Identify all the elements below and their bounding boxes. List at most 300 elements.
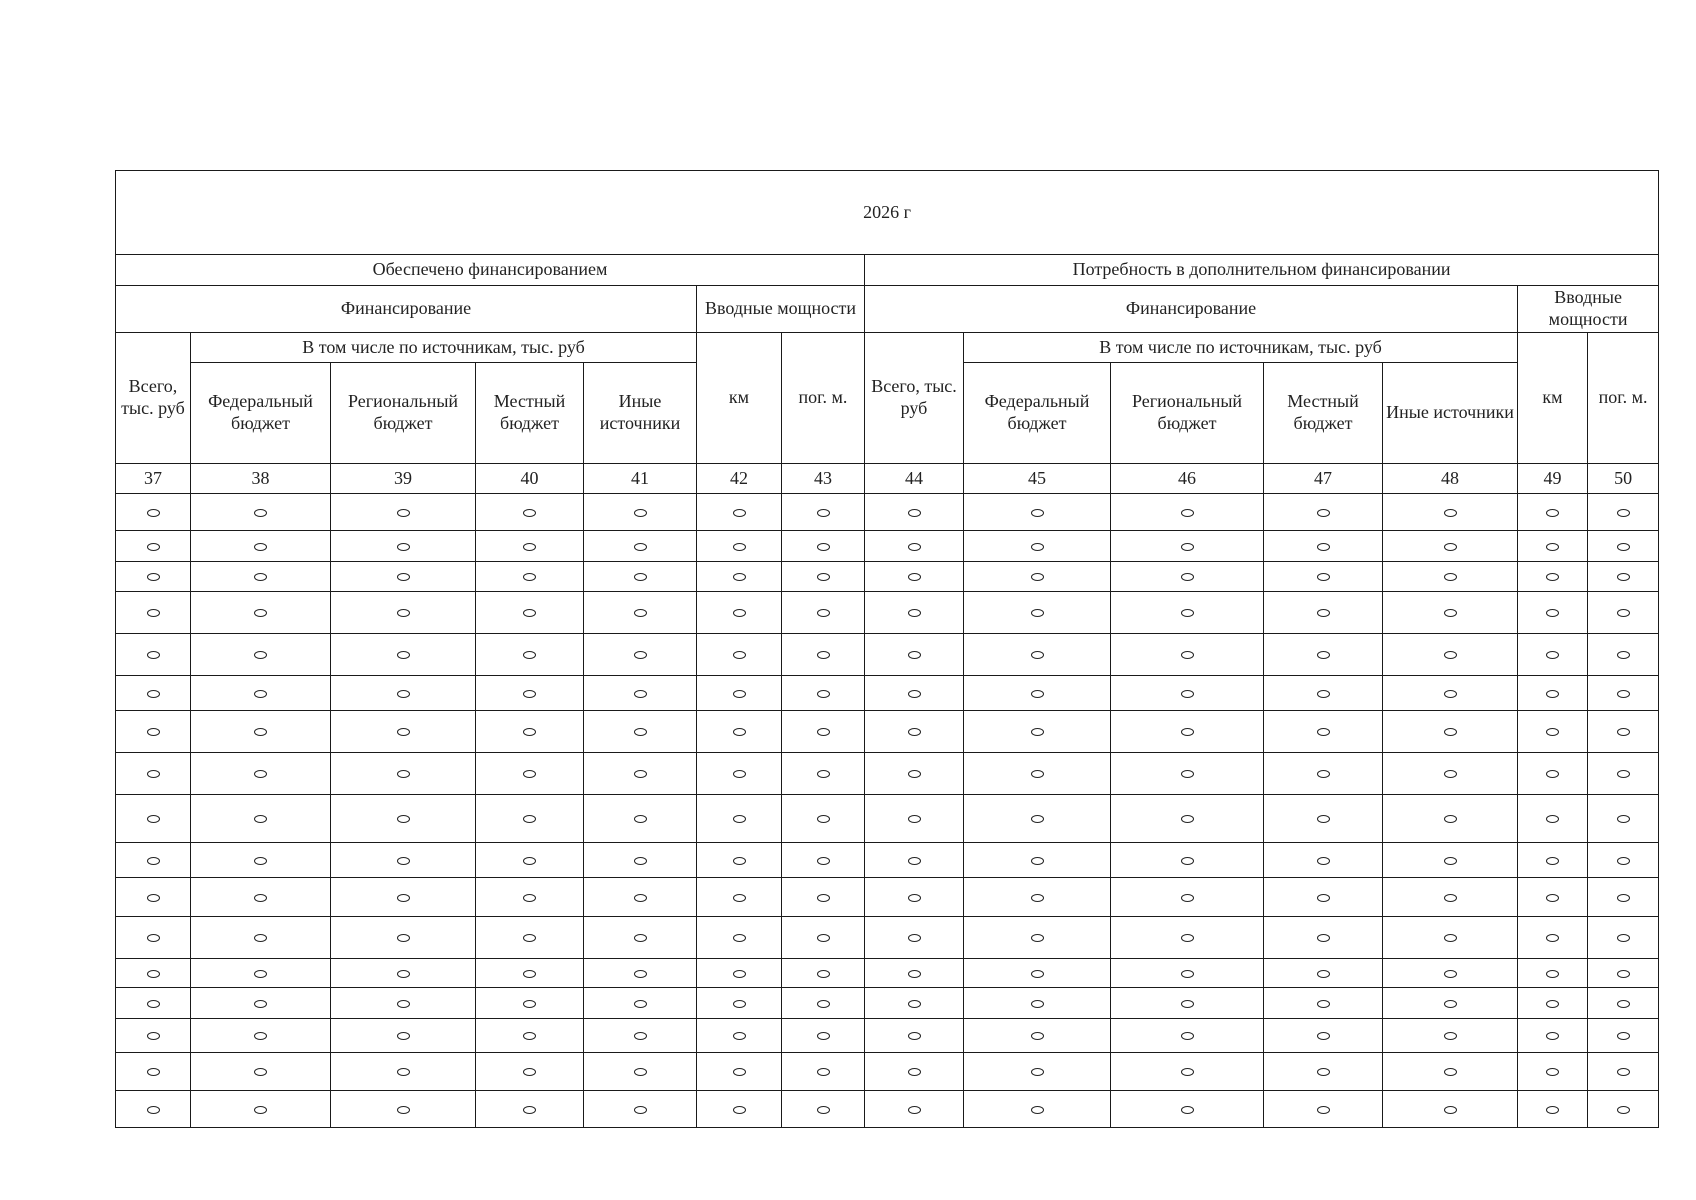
table-cell xyxy=(1264,878,1383,917)
empty-value-mark xyxy=(908,815,921,823)
empty-value-mark xyxy=(1031,970,1044,978)
table-cell xyxy=(191,531,331,562)
table-cell xyxy=(1111,917,1264,959)
empty-value-mark xyxy=(254,609,267,617)
table-cell xyxy=(1264,1091,1383,1128)
table-cell xyxy=(476,878,584,917)
table-cell xyxy=(865,1091,964,1128)
empty-value-mark xyxy=(1181,770,1194,778)
empty-value-mark xyxy=(1317,651,1330,659)
table-cell xyxy=(865,753,964,795)
table-cell xyxy=(1264,1053,1383,1091)
empty-value-mark xyxy=(634,857,647,865)
column-number: 39 xyxy=(331,464,476,494)
empty-value-mark xyxy=(1317,815,1330,823)
table-cell xyxy=(782,634,865,676)
table-cell xyxy=(331,1091,476,1128)
empty-value-mark xyxy=(1617,573,1630,581)
provided-sources-header: В том числе по источникам, тыс. руб xyxy=(191,333,697,363)
table-cell xyxy=(1518,531,1588,562)
table-cell xyxy=(476,531,584,562)
empty-value-mark xyxy=(1444,1000,1457,1008)
empty-value-mark xyxy=(1181,1000,1194,1008)
empty-value-mark xyxy=(397,1032,410,1040)
table-cell xyxy=(191,711,331,753)
column-number: 47 xyxy=(1264,464,1383,494)
table-cell xyxy=(964,959,1111,988)
empty-value-mark xyxy=(254,857,267,865)
empty-value-mark xyxy=(1546,815,1559,823)
table-cell xyxy=(191,494,331,531)
table-cell xyxy=(697,592,782,634)
table-cell xyxy=(1518,795,1588,843)
empty-value-mark xyxy=(1546,1032,1559,1040)
table-cell xyxy=(1588,1019,1659,1053)
empty-value-mark xyxy=(1031,1032,1044,1040)
empty-value-mark xyxy=(1617,1068,1630,1076)
empty-value-mark xyxy=(1444,690,1457,698)
column-number: 44 xyxy=(865,464,964,494)
table-cell xyxy=(1111,676,1264,711)
table-row xyxy=(116,843,1659,878)
empty-value-mark xyxy=(733,1000,746,1008)
empty-value-mark xyxy=(397,651,410,659)
empty-value-mark xyxy=(1546,1106,1559,1114)
table-cell xyxy=(1383,795,1518,843)
table-cell xyxy=(1383,592,1518,634)
empty-value-mark xyxy=(733,543,746,551)
table-cell xyxy=(584,1019,697,1053)
empty-value-mark xyxy=(1181,934,1194,942)
table-cell xyxy=(1518,959,1588,988)
table-cell xyxy=(584,917,697,959)
table-row xyxy=(116,753,1659,795)
table-cell xyxy=(584,1053,697,1091)
empty-value-mark xyxy=(634,651,647,659)
table-cell xyxy=(476,795,584,843)
empty-value-mark xyxy=(1181,509,1194,517)
table-cell xyxy=(1518,711,1588,753)
empty-value-mark xyxy=(397,1000,410,1008)
empty-value-mark xyxy=(634,934,647,942)
column-number: 37 xyxy=(116,464,191,494)
table-cell xyxy=(782,676,865,711)
empty-value-mark xyxy=(733,970,746,978)
table-cell xyxy=(584,562,697,592)
empty-value-mark xyxy=(1617,690,1630,698)
column-number: 46 xyxy=(1111,464,1264,494)
empty-value-mark xyxy=(733,894,746,902)
empty-value-mark xyxy=(1317,509,1330,517)
table-cell xyxy=(1264,494,1383,531)
empty-value-mark xyxy=(817,857,830,865)
table-cell xyxy=(476,634,584,676)
table-row xyxy=(116,1091,1659,1128)
table-cell xyxy=(1383,959,1518,988)
empty-value-mark xyxy=(634,970,647,978)
empty-value-mark xyxy=(1444,815,1457,823)
table-cell xyxy=(1111,592,1264,634)
table-cell xyxy=(116,878,191,917)
table-cell xyxy=(697,562,782,592)
empty-value-mark xyxy=(1031,815,1044,823)
table-cell xyxy=(1588,676,1659,711)
empty-value-mark xyxy=(1317,1106,1330,1114)
empty-value-mark xyxy=(634,509,647,517)
empty-value-mark xyxy=(1546,509,1559,517)
col-header-federal: Федеральный бюджет xyxy=(191,363,331,464)
empty-value-mark xyxy=(1444,543,1457,551)
table-cell xyxy=(1264,676,1383,711)
empty-value-mark xyxy=(1444,609,1457,617)
table-cell xyxy=(331,753,476,795)
empty-value-mark xyxy=(1444,970,1457,978)
empty-value-mark xyxy=(634,1000,647,1008)
table-cell xyxy=(476,843,584,878)
empty-value-mark xyxy=(908,543,921,551)
table-cell xyxy=(782,562,865,592)
table-cell xyxy=(1264,917,1383,959)
table-cell xyxy=(964,988,1111,1019)
empty-value-mark xyxy=(523,609,536,617)
table-cell xyxy=(697,1091,782,1128)
col-header-total: Всего, тыс. руб xyxy=(116,333,191,464)
table-cell xyxy=(1111,843,1264,878)
table-cell xyxy=(697,959,782,988)
table-cell xyxy=(865,1053,964,1091)
empty-value-mark xyxy=(1617,651,1630,659)
table-cell xyxy=(1518,988,1588,1019)
empty-value-mark xyxy=(1031,1000,1044,1008)
table-cell xyxy=(584,592,697,634)
empty-value-mark xyxy=(1444,1068,1457,1076)
empty-value-mark xyxy=(523,1032,536,1040)
empty-value-mark xyxy=(733,1068,746,1076)
empty-value-mark xyxy=(397,728,410,736)
table-cell xyxy=(584,795,697,843)
column-number: 41 xyxy=(584,464,697,494)
empty-value-mark xyxy=(147,543,160,551)
table-cell xyxy=(191,1091,331,1128)
table-cell xyxy=(1264,634,1383,676)
empty-value-mark xyxy=(1317,1032,1330,1040)
table-row xyxy=(116,917,1659,959)
table-cell xyxy=(782,959,865,988)
empty-value-mark xyxy=(397,543,410,551)
table-cell xyxy=(697,753,782,795)
table-cell xyxy=(1383,878,1518,917)
empty-value-mark xyxy=(1444,651,1457,659)
table-cell xyxy=(331,843,476,878)
empty-value-mark xyxy=(1181,728,1194,736)
empty-value-mark xyxy=(397,609,410,617)
empty-value-mark xyxy=(908,609,921,617)
empty-value-mark xyxy=(397,934,410,942)
empty-value-mark xyxy=(1317,770,1330,778)
empty-value-mark xyxy=(523,857,536,865)
empty-value-mark xyxy=(1181,1032,1194,1040)
table-cell xyxy=(782,753,865,795)
empty-value-mark xyxy=(1546,1068,1559,1076)
col-header-regional: Региональный бюджет xyxy=(1111,363,1264,464)
empty-value-mark xyxy=(1444,1032,1457,1040)
empty-value-mark xyxy=(817,970,830,978)
empty-value-mark xyxy=(817,690,830,698)
table-cell xyxy=(1383,494,1518,531)
empty-value-mark xyxy=(733,690,746,698)
table-cell xyxy=(191,959,331,988)
empty-value-mark xyxy=(523,1068,536,1076)
table-cell xyxy=(1264,531,1383,562)
empty-value-mark xyxy=(1617,609,1630,617)
empty-value-mark xyxy=(1617,1000,1630,1008)
table-cell xyxy=(1111,753,1264,795)
empty-value-mark xyxy=(1317,857,1330,865)
empty-value-mark xyxy=(1617,815,1630,823)
empty-value-mark xyxy=(1317,573,1330,581)
empty-value-mark xyxy=(147,690,160,698)
empty-value-mark xyxy=(908,1000,921,1008)
empty-value-mark xyxy=(817,509,830,517)
empty-value-mark xyxy=(147,573,160,581)
empty-value-mark xyxy=(733,770,746,778)
col-header-regional: Региональный бюджет xyxy=(331,363,476,464)
col-header-total: Всего, тыс. руб xyxy=(865,333,964,464)
empty-value-mark xyxy=(254,815,267,823)
empty-value-mark xyxy=(733,509,746,517)
table-cell xyxy=(1518,592,1588,634)
empty-value-mark xyxy=(1317,690,1330,698)
empty-value-mark xyxy=(254,509,267,517)
table-cell xyxy=(1264,843,1383,878)
table-cell xyxy=(476,711,584,753)
table-cell xyxy=(1588,795,1659,843)
empty-value-mark xyxy=(1617,857,1630,865)
empty-value-mark xyxy=(733,1032,746,1040)
table-cell xyxy=(331,878,476,917)
empty-value-mark xyxy=(1317,543,1330,551)
table-cell xyxy=(331,795,476,843)
empty-value-mark xyxy=(1031,1106,1044,1114)
empty-value-mark xyxy=(254,690,267,698)
empty-value-mark xyxy=(397,1068,410,1076)
table-cell xyxy=(964,1019,1111,1053)
empty-value-mark xyxy=(254,1068,267,1076)
column-number: 38 xyxy=(191,464,331,494)
empty-value-mark xyxy=(1546,970,1559,978)
table-row xyxy=(116,531,1659,562)
empty-value-mark xyxy=(817,543,830,551)
empty-value-mark xyxy=(397,690,410,698)
empty-value-mark xyxy=(817,934,830,942)
table-cell xyxy=(782,843,865,878)
empty-value-mark xyxy=(147,728,160,736)
column-number: 40 xyxy=(476,464,584,494)
table-row xyxy=(116,592,1659,634)
empty-value-mark xyxy=(523,573,536,581)
table-cell xyxy=(1383,676,1518,711)
empty-value-mark xyxy=(634,690,647,698)
empty-value-mark xyxy=(1546,651,1559,659)
table-cell xyxy=(1264,562,1383,592)
table-cell xyxy=(782,494,865,531)
table-cell xyxy=(1518,843,1588,878)
need-sources-header: В том числе по источникам, тыс. руб xyxy=(964,333,1518,363)
table-cell xyxy=(191,795,331,843)
table-cell xyxy=(964,634,1111,676)
table-cell xyxy=(865,634,964,676)
empty-value-mark xyxy=(1617,970,1630,978)
table-cell xyxy=(1383,562,1518,592)
table-row xyxy=(116,634,1659,676)
table-cell xyxy=(584,634,697,676)
table-row xyxy=(116,988,1659,1019)
table-cell xyxy=(191,634,331,676)
empty-value-mark xyxy=(1181,690,1194,698)
empty-value-mark xyxy=(1546,934,1559,942)
table-cell xyxy=(476,988,584,1019)
table-cell xyxy=(116,634,191,676)
table-cell xyxy=(116,676,191,711)
table-cell xyxy=(1518,562,1588,592)
empty-value-mark xyxy=(1546,770,1559,778)
table-cell xyxy=(964,1053,1111,1091)
table-cell xyxy=(1264,711,1383,753)
empty-value-mark xyxy=(1617,509,1630,517)
year-title: 2026 г xyxy=(116,171,1659,255)
table-row xyxy=(116,795,1659,843)
empty-value-mark xyxy=(908,690,921,698)
empty-value-mark xyxy=(908,934,921,942)
empty-value-mark xyxy=(523,509,536,517)
table-cell xyxy=(1518,676,1588,711)
empty-value-mark xyxy=(1317,894,1330,902)
table-cell xyxy=(476,1053,584,1091)
table-cell xyxy=(116,1019,191,1053)
table-cell xyxy=(697,795,782,843)
table-cell xyxy=(584,988,697,1019)
empty-value-mark xyxy=(1181,573,1194,581)
col-header-local: Местный бюджет xyxy=(476,363,584,464)
table-cell xyxy=(331,1053,476,1091)
table-cell xyxy=(697,878,782,917)
table-cell xyxy=(116,917,191,959)
table-cell xyxy=(1588,1091,1659,1128)
empty-value-mark xyxy=(634,543,647,551)
empty-value-mark xyxy=(634,1106,647,1114)
column-number: 45 xyxy=(964,464,1111,494)
empty-value-mark xyxy=(1317,1000,1330,1008)
empty-value-mark xyxy=(254,543,267,551)
empty-value-mark xyxy=(908,970,921,978)
table-cell xyxy=(476,1091,584,1128)
empty-value-mark xyxy=(817,770,830,778)
table-cell xyxy=(1111,988,1264,1019)
table-cell xyxy=(782,917,865,959)
table-cell xyxy=(1518,917,1588,959)
empty-value-mark xyxy=(1617,934,1630,942)
empty-value-mark xyxy=(523,894,536,902)
table-cell xyxy=(697,676,782,711)
table-cell xyxy=(1588,1053,1659,1091)
provided-capacity-header: Вводные мощности xyxy=(697,286,865,333)
table-cell xyxy=(1383,1053,1518,1091)
empty-value-mark xyxy=(1617,728,1630,736)
empty-value-mark xyxy=(733,651,746,659)
empty-value-mark xyxy=(1181,651,1194,659)
table-cell xyxy=(1383,1091,1518,1128)
table-cell xyxy=(782,1091,865,1128)
table-cell xyxy=(1383,843,1518,878)
table-cell xyxy=(584,676,697,711)
empty-value-mark xyxy=(817,573,830,581)
table-cell xyxy=(331,1019,476,1053)
table-cell xyxy=(1383,531,1518,562)
empty-value-mark xyxy=(1444,934,1457,942)
table-cell xyxy=(782,531,865,562)
table-cell xyxy=(191,878,331,917)
table-cell xyxy=(964,711,1111,753)
empty-value-mark xyxy=(254,1000,267,1008)
empty-value-mark xyxy=(634,728,647,736)
empty-value-mark xyxy=(147,1106,160,1114)
table-cell xyxy=(331,959,476,988)
empty-value-mark xyxy=(397,857,410,865)
empty-value-mark xyxy=(908,857,921,865)
empty-value-mark xyxy=(1317,1068,1330,1076)
col-header-local: Местный бюджет xyxy=(1264,363,1383,464)
empty-value-mark xyxy=(397,770,410,778)
empty-value-mark xyxy=(733,1106,746,1114)
column-number: 50 xyxy=(1588,464,1659,494)
table-cell xyxy=(865,917,964,959)
table-cell xyxy=(331,711,476,753)
empty-value-mark xyxy=(1181,543,1194,551)
table-cell xyxy=(1111,562,1264,592)
table-cell xyxy=(782,1053,865,1091)
table-cell xyxy=(1588,843,1659,878)
table-cell xyxy=(331,494,476,531)
table-cell xyxy=(697,711,782,753)
empty-value-mark xyxy=(1031,509,1044,517)
table-cell xyxy=(1111,711,1264,753)
table-cell xyxy=(964,878,1111,917)
table-cell xyxy=(584,753,697,795)
table-cell xyxy=(964,917,1111,959)
empty-value-mark xyxy=(1546,728,1559,736)
table-cell xyxy=(1588,753,1659,795)
table-cell xyxy=(191,843,331,878)
empty-value-mark xyxy=(397,509,410,517)
table-cell xyxy=(865,711,964,753)
empty-value-mark xyxy=(1317,970,1330,978)
empty-value-mark xyxy=(908,894,921,902)
table-cell xyxy=(476,1019,584,1053)
empty-value-mark xyxy=(817,894,830,902)
table-cell xyxy=(782,592,865,634)
empty-value-mark xyxy=(1031,857,1044,865)
empty-value-mark xyxy=(908,509,921,517)
table-cell xyxy=(964,753,1111,795)
table-cell xyxy=(697,988,782,1019)
empty-value-mark xyxy=(254,894,267,902)
table-cell xyxy=(697,917,782,959)
col-header-km: км xyxy=(697,333,782,464)
empty-value-mark xyxy=(634,1068,647,1076)
empty-value-mark xyxy=(1444,728,1457,736)
table-cell xyxy=(116,592,191,634)
table-cell xyxy=(865,494,964,531)
